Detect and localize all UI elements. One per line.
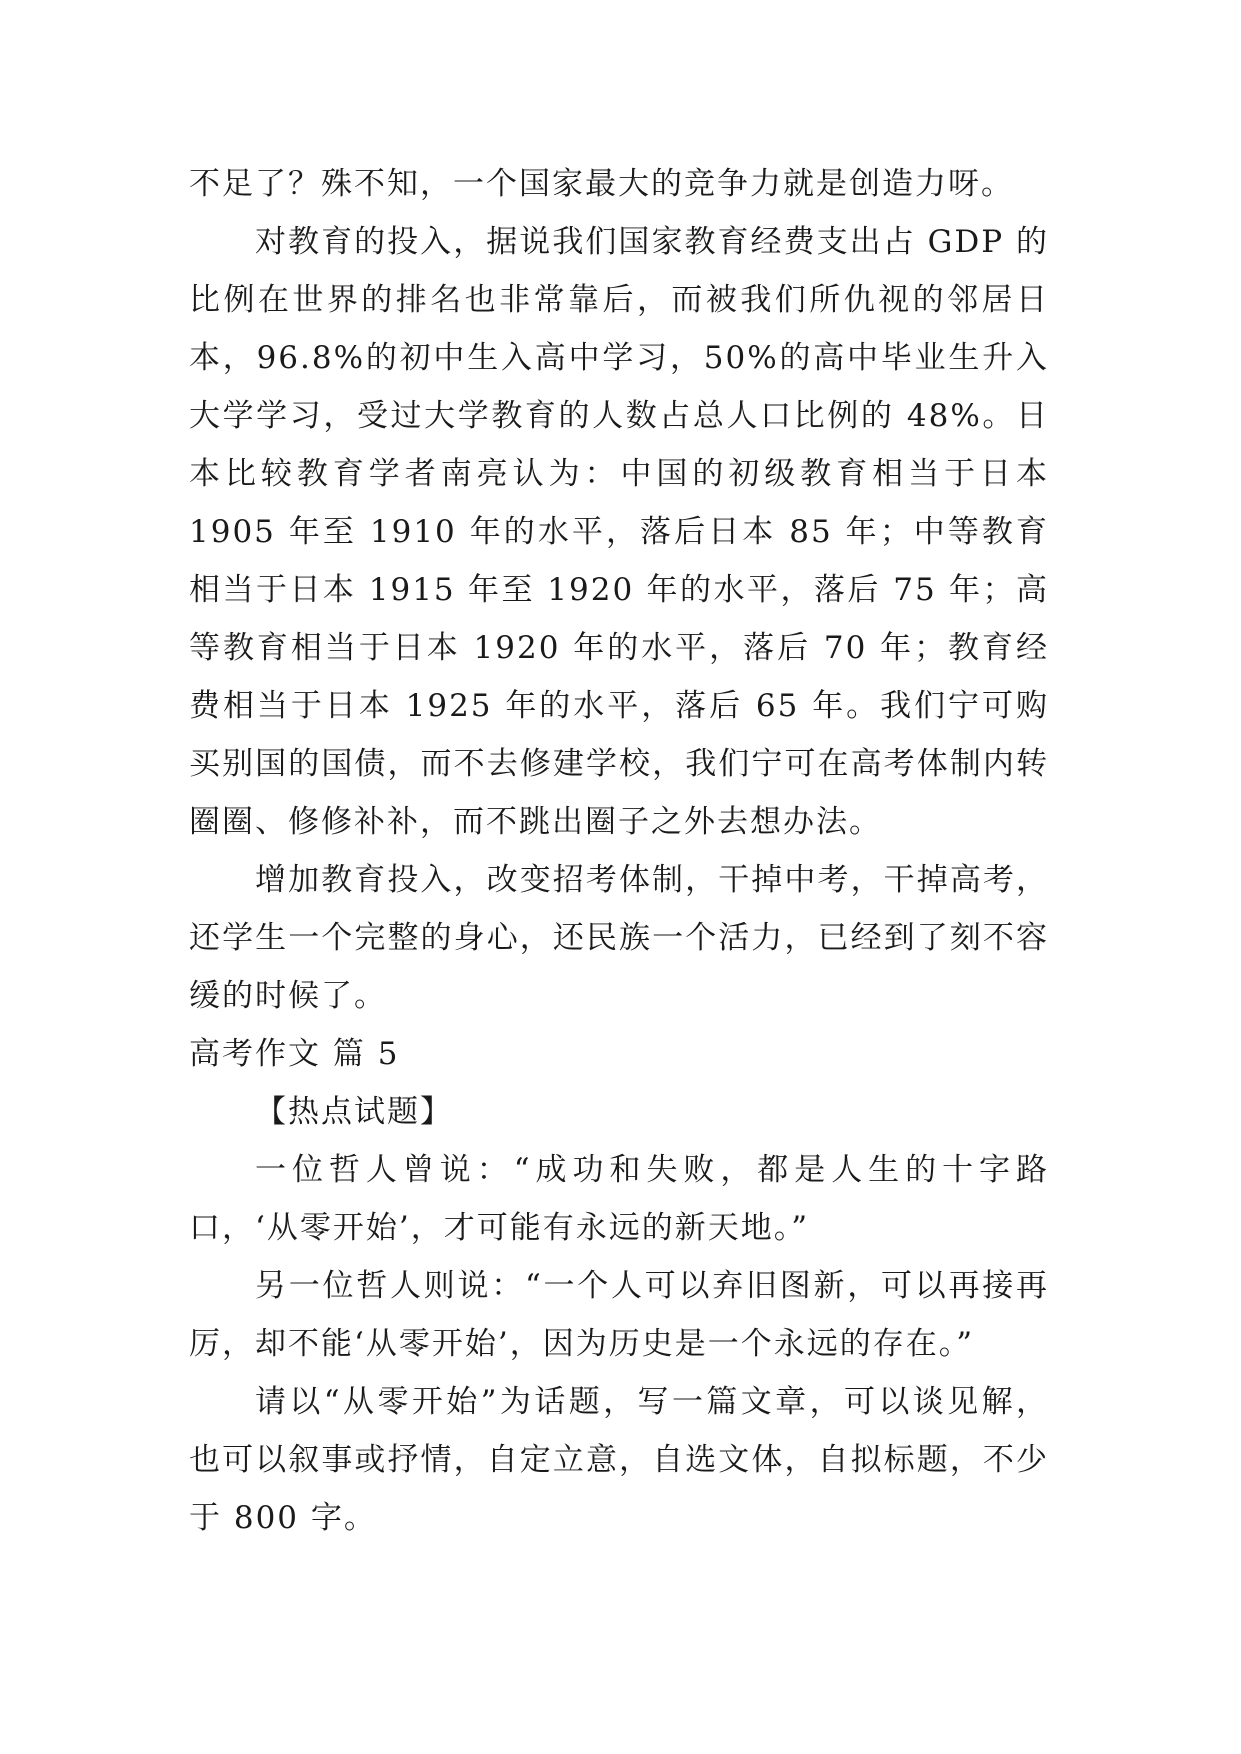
section-heading: 高考作文 篇 5 [189,1036,400,1072]
hot-topic-label: 【热点试题】 [255,1094,453,1130]
paragraph-philosopher-two: 另一位哲人则说：“一个人可以弃旧图新，可以再接再厉，却不能‘从零开始’，因为历史是一个永远的存在。” [189,1268,1049,1362]
paragraph-education-investment: 对教育的投入，据说我们国家教育经费支出占 GDP 的比例在世界的排名也非常靠后，而被我们所仇视的邻居日本，96.8%的初中生入高中学习，50%的高中毕业生升入大学学习，受过大学教育的人数占总人口比例的 48%。日本比较教育学者南亮认为：中国的初级教育相当于日本 1905 年至 1910 年的水平，落后日本 85 年；中等教育相当于日本 1915 年至 1920 年的水平，落后 75 年；高等教育相当于日本 1920 年的水平，落后 70 年；教育经费相当于日本 1925 年的水平，落后 65 年。我们宁可购买别国的国债，而不去修建学校，我们宁可在高考体制内转圈圈、修修补补，而不跳出圈子之外去想办法。 [189,224,1049,840]
paragraph-writing-prompt: 请以“从零开始”为话题，写一篇文章，可以谈见解，也可以叙事或抒情，自定立意，自选文体，自拟标题，不少于 800 字。 [189,1384,1049,1536]
document-body [189,155,1049,1547]
paragraph-conclusion: 增加教育投入，改变招考体制，干掉中考，干掉高考，还学生一个完整的身心，还民族一个活力，已经到了刻不容缓的时候了。 [189,862,1049,1014]
paragraph-philosopher-one: 一位哲人曾说：“成功和失败，都是人生的十字路口，‘从零开始’，才可能有永远的新天地。” [189,1152,1049,1246]
paragraph-continuation: 不足了？殊不知，一个国家最大的竞争力就是创造力呀。 [189,166,1014,202]
